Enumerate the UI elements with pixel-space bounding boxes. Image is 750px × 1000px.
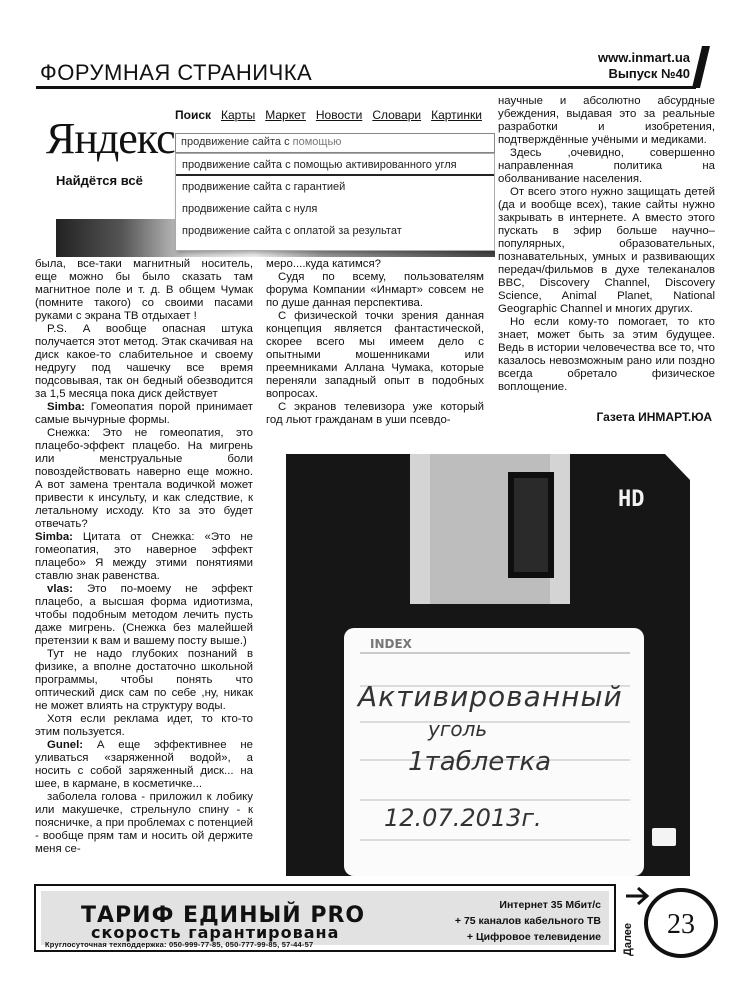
write-protect-hole <box>652 828 676 846</box>
query-typed: продвижение сайта с <box>181 136 293 148</box>
article-paragraph <box>35 583 253 648</box>
ad-support-phones: Круглосуточная техподдержка: 050-999-77-85, 050-777-99-85, 57-44-57 <box>45 940 314 949</box>
article-paragraph <box>35 531 253 583</box>
nav-dictionaries[interactable]: Словари <box>372 108 422 122</box>
article-paragraph <box>498 95 715 147</box>
paragraph-text: P.S. А вообще опасная штука получается этот метод. Этак скачивая на диск какое-то слабительное и своему недругу под чашечку все время подсовывая, так он бедный обезводится за 1,5 месяца пока диск действует <box>35 323 253 400</box>
page-number: 23 <box>667 909 695 940</box>
paragraph-text: С экранов телевизора уже который год льют гражданам в уши псевдо- <box>266 401 484 426</box>
ad-title: ТАРИФ ЕДИНЫЙ PRO <box>81 903 366 928</box>
nav-search[interactable]: Поиск <box>175 108 212 122</box>
next-arrow-icon[interactable] <box>624 885 652 907</box>
paragraph-text: Тут не надо глубоких познаний в физике, а вполне достаточно школьной программы, чтобы понять что оптический диск сам по себе ,ну, никак не может влиять на структуру воды. <box>35 648 253 712</box>
paragraph-text: Хотя если реклама идет, то кто-то этим пользуется. <box>35 713 253 738</box>
suggestion-item[interactable]: продвижение сайта с нуля <box>182 203 318 215</box>
article-paragraph <box>35 791 253 856</box>
header-rule <box>36 86 696 89</box>
ad-feature: + Цифровое телевидение <box>466 931 601 943</box>
ad-background <box>41 891 609 949</box>
next-label[interactable]: Далее <box>622 922 634 956</box>
hd-mark: HD <box>618 487 645 512</box>
nav-market[interactable]: Маркет <box>265 108 306 122</box>
advertisement-banner[interactable] <box>34 884 616 952</box>
ad-feature: + 75 каналов кабельного ТВ <box>454 915 601 927</box>
article-paragraph <box>35 713 253 739</box>
suggestions-dropdown <box>175 153 495 251</box>
label-index: INDEX <box>370 637 412 651</box>
handwritten-line-1: Активированный <box>358 680 623 713</box>
floppy-disk-image <box>280 448 692 880</box>
paragraph-text: меро....куда катимся? <box>266 258 381 270</box>
paragraph-text: Цитата от Снежка: «Это не гомеопатия, это наверное эффект плацебо» Я между этими понятиями ставлю знак равенства. <box>35 531 253 582</box>
article-column-3 <box>498 95 715 430</box>
ad-feature: Интернет 35 Мбит/с <box>499 899 601 911</box>
paragraph-text: Но если кому-то помогает, то кто знает, может быть за этим будущее. Ведь в истории человечества все то, что казалось невозможным рано или поздно всегда обретало физическое воплощение. <box>498 316 715 393</box>
article-signature: Газета ИНМАРТ.ЮА <box>596 410 712 424</box>
article-paragraph <box>35 258 253 323</box>
article-column-2 <box>266 258 484 428</box>
article-column-1 <box>35 258 253 880</box>
paragraph-text: Здесь ,очевидно, совершенно направленная политика на оболванивание населения. <box>498 147 715 185</box>
article-paragraph <box>266 271 484 310</box>
nav-images[interactable]: Картинки <box>431 108 482 122</box>
article-paragraph <box>498 316 715 394</box>
paragraph-text: Снежка: Это не гомеопатия, это плацебо-эффект плацебо. На мигрень или менструальные боли повоздействовать наверно еще можно. А вот замена трентала водичкой может привести к инсульту, и как следствие, к летальному исходу. Кто за это будет отвечать? <box>35 427 253 530</box>
handwritten-line-4: 12.07.2013г. <box>384 804 542 832</box>
query-autocomplete: помощью <box>292 136 342 148</box>
paragraph-text: От всего этого нужно защищать детей (да и вообще всех), такие сайты нужно закрывать в интернете. А вместо этого пускать в эфир больше научно–популярных, образовательных, познавательных, умных и развивающих передач/фильмов в духе телеканалов BBC, Discovery Channel, Discovery Science, Animal Planet, National Geographic Channel и многих других. <box>498 186 715 315</box>
handwritten-line-2: уголь <box>428 717 488 741</box>
nav-maps[interactable]: Карты <box>221 108 256 122</box>
article-paragraph <box>35 739 253 791</box>
article-paragraph <box>35 648 253 713</box>
paragraph-text: заболела голова - приложил к лобику или макушечке, стрельнуло спину - к поясничке, а при проблемах с потенцией - вообще прям там и носить ой держите меня се- <box>35 791 253 855</box>
article-paragraph <box>35 427 253 531</box>
forum-nickname: Gunel: <box>47 739 84 751</box>
section-title: ФОРУМНАЯ СТРАНИЧКА <box>40 60 313 85</box>
article-paragraph <box>266 310 484 401</box>
article-paragraph <box>266 401 484 427</box>
paragraph-text: Гомеопатия порой принимает самые вычурные формы. <box>35 401 253 426</box>
paragraph-text: Судя по всему, пользователям форума Компании «Инмарт» совсем не по душе данная перспектива. <box>266 271 484 309</box>
forum-nickname: Simba: <box>35 531 73 543</box>
paragraph-text: научные и абсолютно абсурдные убеждения, выдавая это за реальные разработки и изобретения, подтверждённые учёными и медиками. <box>498 95 715 146</box>
page-number-badge <box>644 888 718 958</box>
article-paragraph <box>266 258 484 271</box>
article-paragraph <box>35 323 253 401</box>
search-input[interactable] <box>175 133 495 153</box>
ad-subtitle: скорость гарантирована <box>91 923 340 942</box>
article-paragraph <box>35 401 253 427</box>
yandex-logo: Яндекс <box>46 114 175 163</box>
nav-news[interactable]: Новости <box>315 108 363 122</box>
yandex-nav <box>175 108 482 122</box>
header-slash-decoration <box>692 46 710 88</box>
paragraph-text: Это по-моему не эффект плацебо, а высшая форма идиотизма, чтобы подобным методом лечить пусть даже мигрень. (Снежка без малейшей претензии к вам и вашему посту выше.) <box>35 583 253 647</box>
handwritten-line-3: 1таблетка <box>408 747 552 777</box>
forum-nickname: vlas: <box>47 583 73 595</box>
suggestion-item[interactable]: продвижение сайта с оплатой за результат <box>182 225 402 237</box>
issue-number: Выпуск №40 <box>608 66 690 81</box>
article-paragraph <box>498 186 715 316</box>
site-url: www.inmart.ua <box>598 50 690 65</box>
paragraph-text: А еще эффективнее не уливаться «заряженной водой», а носить с собой заряженный диск... на шее, в кармане, в косметичке... <box>35 739 253 790</box>
article-paragraph <box>498 147 715 186</box>
suggestion-item[interactable]: продвижение сайта с помощью активированного угля <box>176 154 494 176</box>
paragraph-text: С физической точки зрения данная концепция является фантастической, скорее всего мы имеем дело с опытными мошенниками или преемниками Аллана Чумака, которые переняли западный опыт в подобных вопросах. <box>266 310 484 400</box>
forum-nickname: Simba: <box>47 401 85 413</box>
suggestion-item[interactable]: продвижение сайта с гарантией <box>182 181 346 193</box>
yandex-screenshot <box>40 95 495 257</box>
paragraph-text: была, все-таки магнитный носитель, еще можно бы было сказать там магнитное поле и т. д. В общем Чумак (помните такого) со своими пасами руками с экрана ТВ отдыхает ! <box>35 258 253 322</box>
yandex-slogan: Найдётся всё <box>56 173 143 188</box>
